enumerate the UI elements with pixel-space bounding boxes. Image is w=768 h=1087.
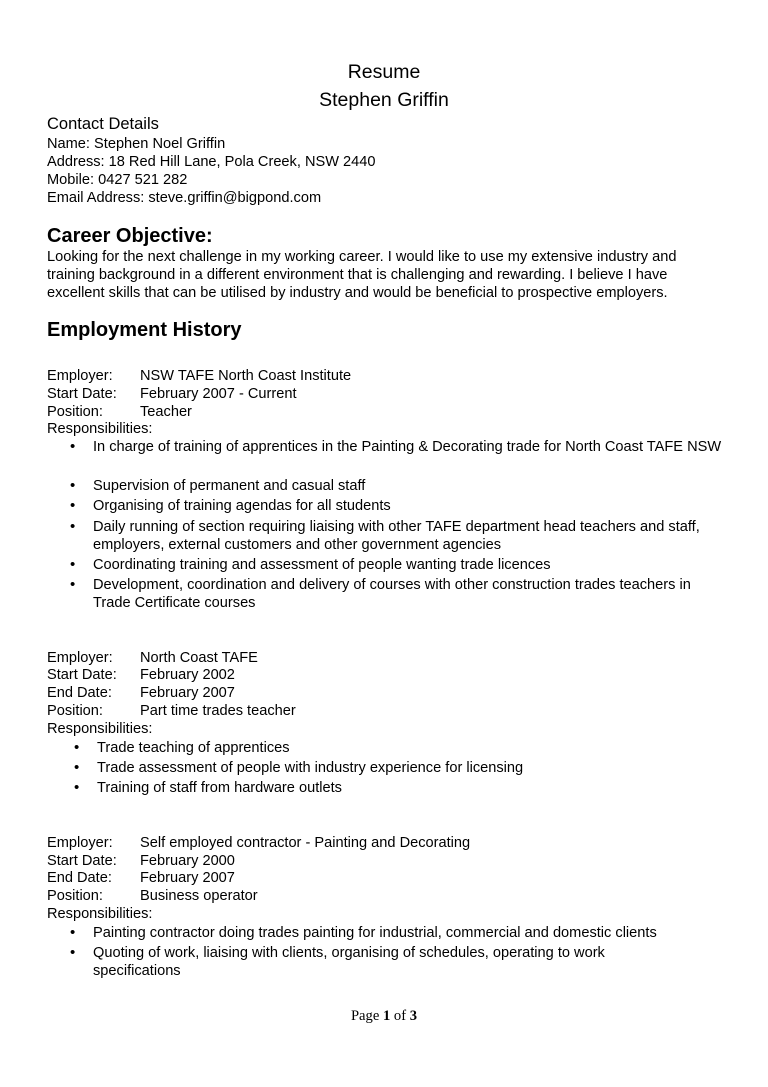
list-item-text: Quoting of work, liaising with clients, organising of schedules, operating to work specifications xyxy=(93,945,605,979)
employer-value: NSW TAFE North Coast Institute xyxy=(140,368,352,384)
of-word: of xyxy=(393,1008,407,1024)
list-item-text: Supervision of permanent and casual staff xyxy=(93,478,366,494)
job-position-row xyxy=(47,403,192,421)
position-value: Part time trades teacher xyxy=(140,703,296,719)
bullet-dot-icon: • xyxy=(74,739,80,756)
responsibilities-label: Responsibilities: xyxy=(47,906,153,922)
position-label: Position: xyxy=(47,703,103,719)
objective-line: training background in a different environment that is challenging and rewarding. I believe I have xyxy=(47,267,668,283)
contact-heading: Contact Details xyxy=(47,115,159,133)
job-employer-row xyxy=(47,834,470,852)
job-position-row xyxy=(47,702,296,720)
start-label: Start Date: xyxy=(47,386,117,402)
list-item-text: Training of staff from hardware outlets xyxy=(97,780,342,796)
end-label: End Date: xyxy=(47,685,112,701)
position-label: Position: xyxy=(47,888,103,904)
job-end-row xyxy=(47,684,235,702)
start-label: Start Date: xyxy=(47,667,117,683)
objective-line: excellent skills that can be utilised by industry and would be beneficial to prospective employers. xyxy=(47,285,668,301)
bullet-dot-icon: • xyxy=(70,944,76,961)
current-page-number: 1 xyxy=(382,1008,391,1024)
start-value: February 2007 - Current xyxy=(140,386,297,402)
objective-line: Looking for the next challenge in my working career. I would like to use my extensive industry and xyxy=(47,249,677,265)
end-value: February 2007 xyxy=(140,870,235,886)
employer-label: Employer: xyxy=(47,835,113,851)
start-value: February 2002 xyxy=(140,667,235,683)
page-footer xyxy=(0,1007,768,1025)
list-item-text: Trade assessment of people with industry experience for licensing xyxy=(97,760,524,776)
job-end-row xyxy=(47,869,235,887)
list-item-text: Painting contractor doing trades painting for industrial, commercial and domestic clients xyxy=(93,925,657,941)
page-word: Page xyxy=(350,1008,380,1024)
contact-name: Name: Stephen Noel Griffin xyxy=(47,136,226,152)
employer-value: North Coast TAFE xyxy=(140,650,258,666)
document-title: Resume xyxy=(347,61,421,83)
list-item-text: Development, coordination and delivery of courses with other construction trades teachers in Trade Certificate courses xyxy=(93,577,691,611)
bullet-dot-icon: • xyxy=(70,518,76,535)
position-value: Business operator xyxy=(140,888,258,904)
end-label: End Date: xyxy=(47,870,112,886)
start-label: Start Date: xyxy=(47,853,117,869)
bullet-dot-icon: • xyxy=(70,497,76,514)
job-start-row xyxy=(47,852,235,870)
end-value: February 2007 xyxy=(140,685,235,701)
position-value: Teacher xyxy=(140,404,192,420)
employer-label: Employer: xyxy=(47,650,113,666)
employer-value: Self employed contractor - Painting and Decorating xyxy=(140,835,471,851)
total-pages-number: 3 xyxy=(409,1008,418,1024)
employer-label: Employer: xyxy=(47,368,113,384)
bullet-dot-icon: • xyxy=(70,438,76,455)
bullet-dot-icon: • xyxy=(70,924,76,941)
job-employer-row xyxy=(47,649,258,667)
bullet-dot-icon: • xyxy=(70,477,76,494)
position-label: Position: xyxy=(47,404,103,420)
list-item-text: Trade teaching of apprentices xyxy=(97,740,290,756)
job-start-row xyxy=(47,385,297,403)
bullet-dot-icon: • xyxy=(70,556,76,573)
objective-heading: Career Objective: xyxy=(47,225,213,247)
list-item-text: In charge of training of apprentices in the Painting & Decorating trade for North Coast TAFE NSW xyxy=(93,439,722,455)
responsibilities-label: Responsibilities: xyxy=(47,421,153,437)
list-item-text: Daily running of section requiring liaising with other TAFE department head teachers and staff, employers, external customers and other government agencies xyxy=(93,519,700,553)
bullet-dot-icon: • xyxy=(70,576,76,593)
contact-email: Email Address: steve.griffin@bigpond.com xyxy=(47,190,322,206)
responsibilities-label: Responsibilities: xyxy=(47,721,153,737)
start-value: February 2000 xyxy=(140,853,235,869)
contact-address: Address: 18 Red Hill Lane, Pola Creek, NSW 2440 xyxy=(47,154,376,170)
contact-mobile: Mobile: 0427 521 282 xyxy=(47,172,188,188)
job-position-row xyxy=(47,887,258,905)
job-employer-row xyxy=(47,367,351,385)
bullet-dot-icon: • xyxy=(74,779,80,796)
list-item-text: Organising of training agendas for all students xyxy=(93,498,391,514)
job-start-row xyxy=(47,666,235,684)
employment-heading: Employment History xyxy=(47,319,242,341)
bullet-dot-icon: • xyxy=(74,759,80,776)
list-item-text: Coordinating training and assessment of people wanting trade licences xyxy=(93,557,551,573)
candidate-name: Stephen Griffin xyxy=(319,89,449,111)
